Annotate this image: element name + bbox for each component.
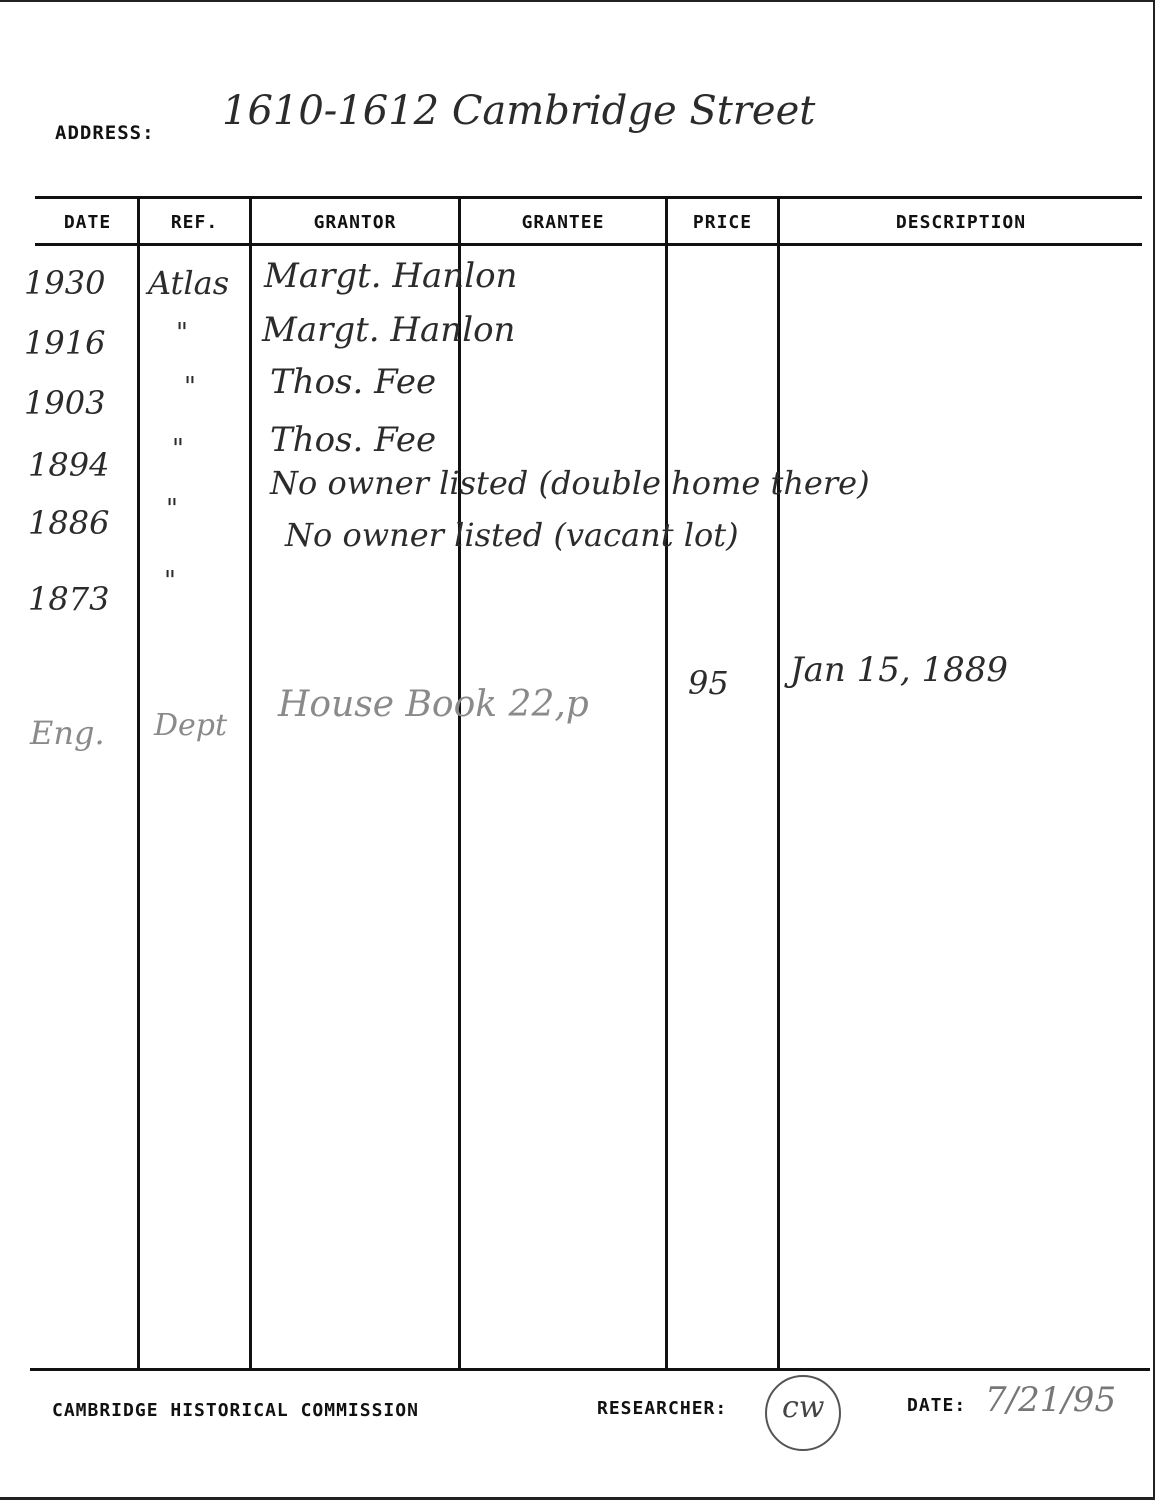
row-grantor: Thos. Fee (270, 362, 437, 402)
commission-name: CAMBRIDGE HISTORICAL COMMISSION (52, 1400, 419, 1421)
row-grantor: No owner listed (vacant lot) (285, 516, 739, 554)
column-divider-grantor-grantee (458, 198, 461, 1370)
eng-row-date: Eng. (30, 714, 105, 752)
column-divider-grantee-price (665, 198, 668, 1370)
column-divider-price-description (777, 198, 780, 1370)
eng-row-price: 95 (688, 664, 729, 702)
row-date: 1894 (28, 446, 110, 484)
row-grantor: No owner listed (double home there) (270, 464, 870, 502)
row-ref: Atlas (148, 264, 230, 302)
column-divider-ref-grantor (249, 198, 252, 1370)
column-header-description: DESCRIPTION (895, 212, 1027, 233)
eng-row-grantor: House Book 22,p (278, 684, 589, 725)
row-date: 1873 (28, 580, 110, 618)
address-label: ADDRESS: (55, 122, 155, 144)
date-value: 7/21/95 (985, 1380, 1117, 1420)
column-header-price: PRICE (692, 212, 753, 233)
researcher-initials: cw (782, 1390, 825, 1425)
table-top-rule (35, 196, 1142, 199)
table-bottom-rule (30, 1368, 1150, 1371)
row-grantor: Margt. Hanlon (262, 310, 516, 350)
header-bottom-rule (35, 243, 1142, 246)
row-ref: " (172, 434, 184, 464)
date-label: DATE: (907, 1395, 967, 1416)
column-divider-date-ref (137, 198, 140, 1370)
column-header-grantor: GRANTOR (313, 212, 397, 233)
address-value: 1610-1612 Cambridge Street (222, 88, 816, 134)
row-ref: " (164, 566, 176, 596)
researcher-label: RESEARCHER: (597, 1398, 728, 1419)
row-grantor: Thos. Fee (270, 420, 437, 460)
row-date: 1930 (24, 264, 106, 302)
row-grantor: Margt. Hanlon (264, 256, 518, 296)
eng-row-description: Jan 15, 1889 (790, 650, 1009, 690)
column-header-date: DATE (63, 212, 112, 233)
column-header-ref: REF. (170, 212, 219, 233)
frame-border-top (0, 0, 1155, 2)
row-date: 1886 (28, 504, 110, 542)
row-ref: " (176, 318, 188, 348)
eng-row-ref: Dept (154, 708, 228, 743)
column-header-grantee: GRANTEE (521, 212, 605, 233)
row-date: 1903 (24, 384, 106, 422)
row-ref: " (166, 494, 178, 524)
row-date: 1916 (24, 324, 106, 362)
row-ref: " (184, 372, 196, 402)
